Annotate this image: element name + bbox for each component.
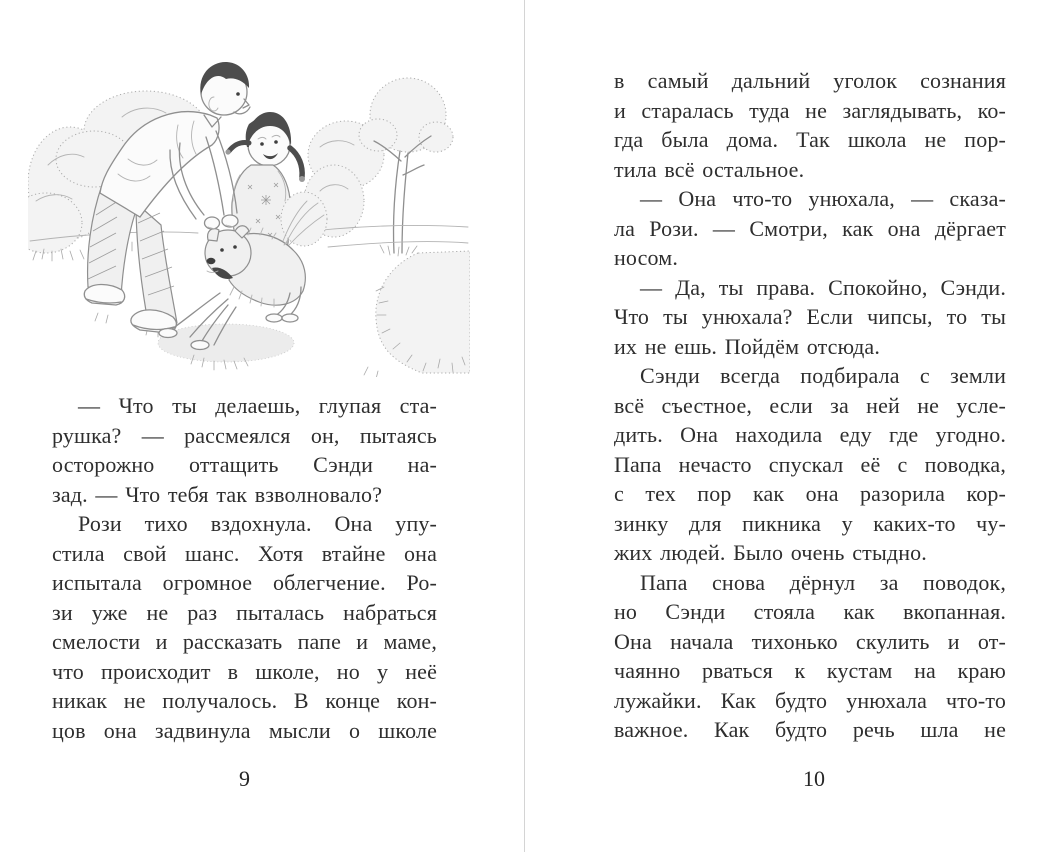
text-line: лужайки. Как будто унюхала что-то bbox=[614, 687, 1006, 713]
right-page bbox=[525, 0, 1054, 852]
text-line: никак не получалось. В конце кон- bbox=[52, 688, 437, 713]
text-line: зад. — Что тебя так взволновало? bbox=[52, 481, 383, 507]
man-hand bbox=[222, 215, 238, 227]
dog-nose bbox=[207, 258, 216, 264]
girl-braid-right bbox=[290, 148, 302, 177]
text-line: ла Рози. — Смотри, как она дёргает bbox=[614, 215, 1006, 241]
text-line: Что ты унюхала? Если чипсы, то ты bbox=[614, 304, 1006, 329]
text-line: Папа нечасто спускал её с поводка, bbox=[614, 451, 1006, 477]
text-line: Папа снова дёрнул за поводок, bbox=[640, 569, 1006, 595]
text-line: тила всё остальное. bbox=[614, 156, 805, 182]
story-illustration bbox=[28, 55, 470, 377]
girl-braid-left bbox=[229, 142, 249, 151]
left-page bbox=[0, 0, 524, 852]
text-line: жих людей. Было очень стыдно. bbox=[614, 540, 927, 565]
text-line: смелости и рассказать папе и маме, bbox=[52, 629, 437, 654]
dog-tail bbox=[281, 192, 327, 246]
text-line: важное. Как будто речь шла не bbox=[614, 717, 1006, 742]
text-line: цов она задвинула мысли о школе bbox=[52, 717, 437, 743]
text-line: рушка? — рассмеялся он, пытаясь bbox=[52, 422, 437, 448]
text-line: чаянно рваться к кустам на краю bbox=[614, 658, 1006, 683]
text-line: — Что ты делаешь, глупая ста- bbox=[78, 393, 437, 418]
text-line: дить. Она находила еду где угодно. bbox=[614, 422, 1006, 447]
text-line: с тех пор как она разорила кор- bbox=[614, 481, 1006, 506]
dog-paw bbox=[191, 341, 209, 350]
right-page-text bbox=[614, 66, 1006, 745]
left-page-text bbox=[52, 391, 437, 745]
text-line: испытала огромное облегчение. Ро- bbox=[52, 570, 437, 595]
text-line: Сэнди всегда подбирала с земли bbox=[640, 363, 1006, 388]
text-line: но Сэнди стояла как вкопанная. bbox=[614, 599, 1006, 624]
text-line: стила свой шанс. Хотя втайне она bbox=[52, 540, 437, 566]
text-line: Рози тихо вздохнула. Она упу- bbox=[78, 511, 437, 536]
text-line: в самый дальний уголок сознания bbox=[614, 68, 1006, 93]
dog-ear-left bbox=[208, 229, 219, 241]
text-line: зинку для пикника у каких-то чу- bbox=[614, 510, 1006, 536]
text-line: их не ешь. Пойдём отсюда. bbox=[614, 333, 880, 359]
left-page-number: 9 bbox=[239, 766, 250, 791]
dog-paw bbox=[282, 314, 298, 322]
text-line: и старалась туда не заглядывать, ко- bbox=[614, 97, 1006, 123]
text-line: Она начала тихонько скулить и от- bbox=[614, 628, 1006, 654]
dog-paw bbox=[266, 314, 282, 322]
text-line: всё съестное, если за ней не усле- bbox=[614, 392, 1006, 418]
text-line: — Да, ты права. Спокойно, Сэнди. bbox=[640, 274, 1006, 300]
text-line: носом. bbox=[614, 245, 678, 270]
text-line: зи уже не раз пыталась набраться bbox=[52, 599, 437, 625]
dog-shadow bbox=[158, 324, 294, 362]
dog-paw bbox=[159, 329, 177, 338]
text-line: гда была дома. Так школа не пор- bbox=[614, 127, 1006, 152]
right-page-number: 10 bbox=[803, 766, 825, 791]
man-hand bbox=[205, 217, 220, 229]
text-line: что происходит в школе, но у неё bbox=[52, 658, 437, 684]
text-line: осторожно оттащить Сэнди на- bbox=[52, 452, 437, 477]
man-eye bbox=[236, 92, 240, 96]
text-line: — Она что-то унюхала, — сказа- bbox=[640, 186, 1006, 211]
